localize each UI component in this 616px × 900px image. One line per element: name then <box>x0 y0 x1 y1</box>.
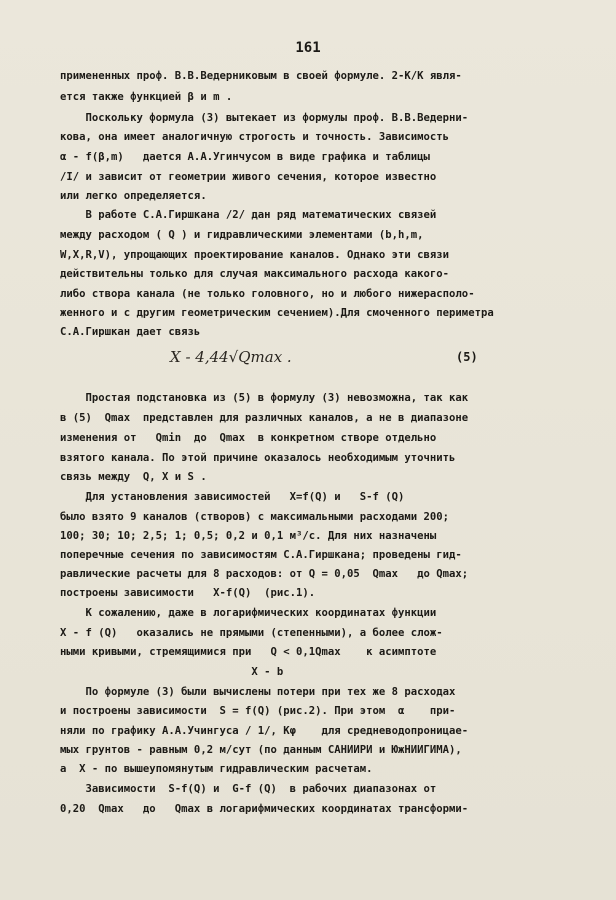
text-line: W,X,R,V), упрощающих проектирование каналов. Однако эти связи <box>60 249 450 261</box>
text-line: С.А.Гиршкан дает связь <box>60 326 201 338</box>
text-line: кова, она имеет аналогичную строгость и точность. Зависимость <box>60 131 450 143</box>
page-number: 161 <box>295 40 321 56</box>
text-line: равлические расчеты для 8 расходов: от Q = 0,05 Qmax до Qmax; <box>60 568 469 580</box>
text-line: или легко определяется. <box>60 190 207 202</box>
text-line: По формуле (3) были вычислены потери при тех же 8 расходах <box>60 686 456 698</box>
equation: X - 4,44√Qmax . <box>170 348 292 366</box>
text-line: и построены зависимости S = f(Q) (рис.2). При этом α при- <box>60 705 456 717</box>
text-line: Простая подстановка из (5) в формулу (3) невозможна, так как <box>60 392 469 404</box>
text-line: няли по графику А.А.Учингуса / 1/, Kφ для средневодопроницае- <box>60 725 469 737</box>
text-line: изменения от Qmin до Qmax в конкретном створе отдельно <box>60 432 437 444</box>
text-line: действительны только для случая максимального расхода какого- <box>60 268 450 280</box>
text-line: в (5) Qmax представлен для различных каналов, а не в диапазоне <box>60 412 469 424</box>
text-line: X - f (Q) оказались не прямыми (степенными), а более слож- <box>60 627 443 639</box>
text-line: 0,20 Qmax до Qmax в логарифмических координатах трансформи- <box>60 803 469 815</box>
text-line: 100; 30; 10; 2,5; 1; 0,5; 0,2 и 0,1 м³/с. Для них назначены <box>60 530 437 542</box>
text-line: Зависимости S-f(Q) и G-f (Q) в рабочих диапазонах от <box>60 783 437 795</box>
text-line: построены зависимости X-f(Q) (рис.1). <box>60 587 316 599</box>
text-line: X - b <box>60 666 284 678</box>
text-line: ется также функцией β и m . <box>60 91 233 103</box>
text-line: К сожалению, даже в логарифмических координатах функции <box>60 607 437 619</box>
text-line: связь между Q, X и S . <box>60 471 207 483</box>
text-line: В работе С.А.Гиршкана /2/ дан ряд математических связей <box>60 209 437 221</box>
text-line: поперечные сечения по зависимостям С.А.Гиршкана; проведены гид- <box>60 549 462 561</box>
text-line: было взято 9 каналов (створов) с максимальными расходами 200; <box>60 511 450 523</box>
text-line: взятого канала. По этой причине оказалось необходимым уточнить <box>60 452 456 464</box>
text-line: мых грунтов - равным 0,2 м/сут (по данным САНИИРИ и ЮжНИИГИМА), <box>60 744 462 756</box>
text-line: либо створа канала (не только головного, но и любого нижерасполо- <box>60 288 475 300</box>
text-line: примененных проф. В.В.Ведерниковым в своей формуле. 2-K/K явля- <box>60 70 462 82</box>
text-line: α - f(β,m) дается А.А.Угинчусом в виде графика и таблицы <box>60 151 430 163</box>
text-line: женного и с другим геометрическим сечением).Для смоченного периметра <box>60 307 494 319</box>
text-line: между расходом ( Q ) и гидравлическими элементами (b,h,m, <box>60 229 424 241</box>
text-line: а X - по вышеупомянутым гидравлическим расчетам. <box>60 763 373 775</box>
equation-number: (5) <box>456 350 478 364</box>
text-line: ными кривыми, стремящимися при Q < 0,1Qmax к асимптоте <box>60 646 437 658</box>
text-line: /I/ и зависит от геометрии живого сечения, которое известно <box>60 171 437 183</box>
text-line: Поскольку формула (3) вытекает из формулы проф. В.В.Ведерни- <box>60 112 469 124</box>
text-line: Для установления зависимостей X=f(Q) и S-f (Q) <box>60 491 405 503</box>
